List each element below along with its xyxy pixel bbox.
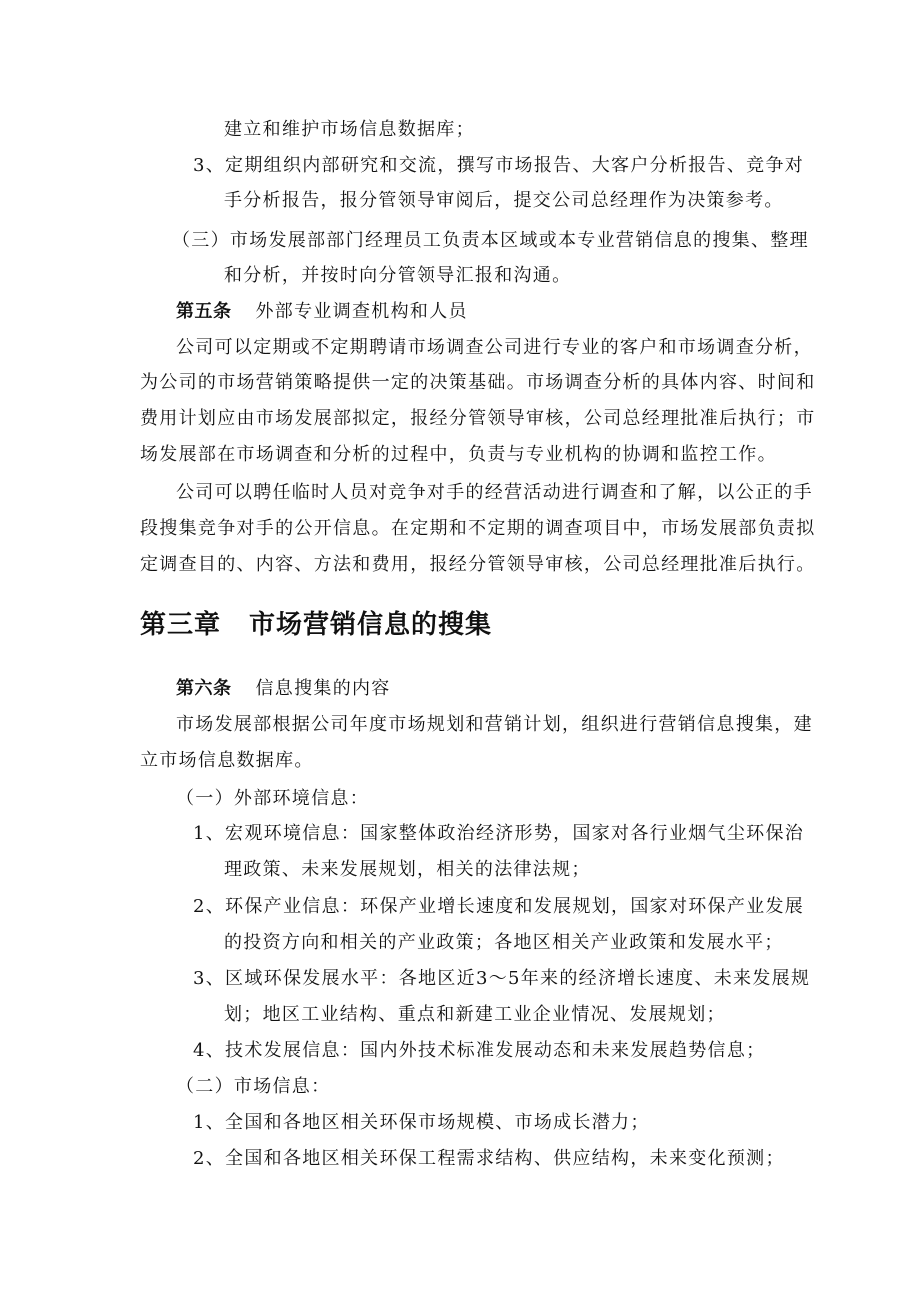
- list-item: 划；地区工业结构、重点和新建工业企业情况、发展规划；: [224, 1004, 726, 1025]
- text-line: 手分析报告，报分管领导审阅后，提交公司总经理作为决策参考。: [224, 190, 784, 211]
- section-heading: （二）市场信息：: [176, 1076, 331, 1097]
- text-line: （三）市场发展部部门经理员工负责本区域或本专业营销信息的搜集、整理: [172, 230, 809, 251]
- list-item: 3、区域环保发展水平：各地区近3～5年来的经济增长速度、未来发展规: [193, 968, 811, 989]
- paragraph-line: 段搜集竞争对手的公开信息。在定期和不定期的调查项目中，市场发展部负责拟: [140, 518, 816, 539]
- paragraph-line: 市场发展部根据公司年度市场规划和营销计划，组织进行营销信息搜集，建: [176, 714, 813, 735]
- chapter-heading: [140, 608, 492, 642]
- text-line: 建立和维护市场信息数据库；: [224, 119, 475, 140]
- list-item: 2、全国和各地区相关环保工程需求结构、供应结构，未来变化预测；: [193, 1148, 785, 1169]
- article-label: 第六条: [176, 678, 232, 699]
- section-heading: （一）外部环境信息：: [176, 788, 369, 809]
- article-title: 信息搜集的内容: [255, 678, 391, 699]
- chapter-title: 市场营销信息的搜集: [249, 610, 493, 640]
- article-heading: [176, 300, 468, 324]
- text-line: 3、定期组织内部研究和交流，撰写市场报告、大客户分析报告、竞争对: [193, 155, 805, 176]
- paragraph-line: 为公司的市场营销策略提供一定的决策基础。市场调查分析的具体内容、时间和: [140, 372, 816, 393]
- paragraph-line: 定调查目的、内容、方法和费用，报经分管领导审核，公司总经理批准后执行。: [140, 554, 816, 575]
- list-item: 4、技术发展信息：国内外技术标准发展动态和未来发展趋势信息；: [193, 1040, 766, 1061]
- list-item: 的投资方向和相关的产业政策；各地区相关产业政策和发展水平；: [224, 932, 784, 953]
- list-item: 1、宏观环境信息：国家整体政治经济形势，国家对各行业烟气尘环保治: [193, 823, 805, 844]
- chapter-label: 第三章: [140, 610, 222, 640]
- paragraph-line: 费用计划应由市场发展部拟定，报经分管领导审核，公司总经理批准后执行；市: [140, 408, 816, 429]
- text-line: 和分析，并按时向分管领导汇报和沟通。: [224, 265, 572, 286]
- paragraph-line: 立市场信息数据库。: [140, 750, 314, 771]
- paragraph-line: 公司可以聘任临时人员对竞争对手的经营活动进行调查和了解，以公正的手: [176, 482, 813, 503]
- list-item: 1、全国和各地区相关环保市场规模、市场成长潜力；: [193, 1112, 650, 1133]
- list-item: 2、环保产业信息：环保产业增长速度和发展规划，国家对环保产业发展: [193, 896, 805, 917]
- article-label: 第五条: [176, 301, 232, 322]
- article-title: 外部专业调查机构和人员: [255, 301, 468, 322]
- paragraph-line: 场发展部在市场调查和分析的过程中，负责与专业机构的协调和监控工作。: [140, 444, 777, 465]
- list-item: 理政策、未来发展规划，相关的法律法规；: [224, 859, 591, 880]
- paragraph-line: 公司可以定期或不定期聘请市场调查公司进行专业的客户和市场调查分析，: [176, 337, 813, 358]
- article-heading: [176, 677, 391, 701]
